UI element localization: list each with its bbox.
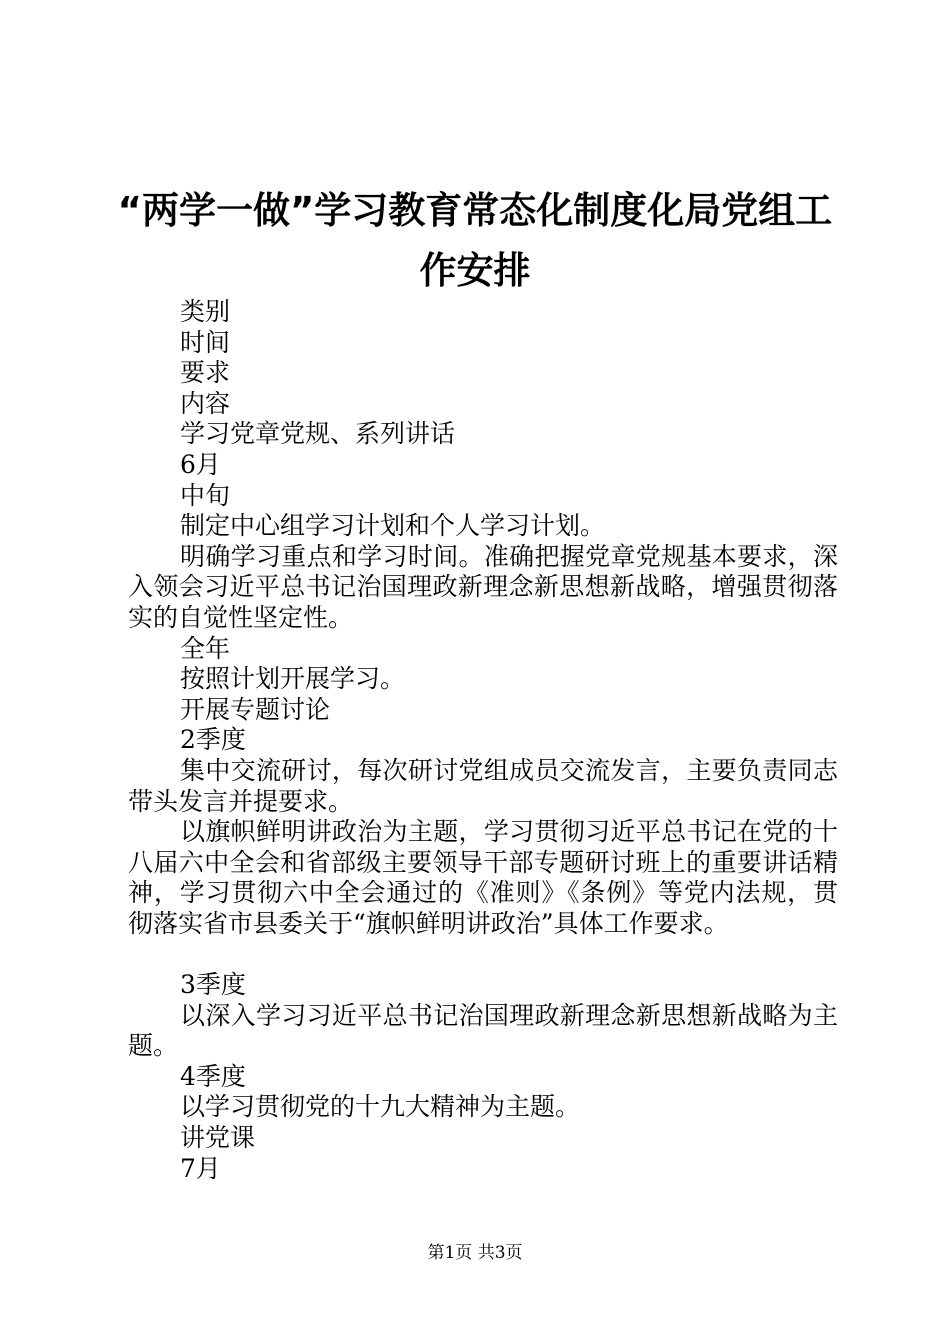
paragraph: 学习党章党规、系列讲话 (180, 419, 456, 449)
paragraph: 集中交流研讨，每次研讨党组成员交流发言，主要负责同志带头发言并提要求。 (128, 755, 838, 816)
paragraph: 全年 (180, 633, 231, 663)
document-body (128, 297, 838, 1184)
paragraph: 以旗帜鲜明讲政治为主题，学习贯彻习近平总书记在党的十八届六中全会和省部级主要领导干部专题研讨班上的重要讲话精神，学习贯彻六中全会通过的《准则》《条例》等党内法规，贯彻落实省市县委关于“旗帜鲜明讲政治”具体工作要求。 (128, 817, 838, 938)
paragraph: 明确学习重点和学习时间。准确把握党章党规基本要求，深入领会习近平总书记治国理政新理念新思想新战略，增强贯彻落实的自觉性坚定性。 (128, 541, 838, 632)
page-number-footer: 第1页 共3页 (427, 1243, 523, 1263)
paragraph: 类别 (180, 297, 231, 326)
paragraph: 要求 (180, 358, 231, 388)
paragraph: 讲党课 (180, 1123, 256, 1153)
paragraph: 开展专题讨论 (180, 694, 331, 724)
paragraph: 7月 (180, 1153, 221, 1183)
paragraph: 以学习贯彻党的十九大精神为主题。 (180, 1092, 581, 1122)
paragraph: 按照计划开展学习。 (180, 664, 406, 694)
paragraph: 以深入学习习近平总书记治国理政新理念新思想新战略为主题。 (128, 1000, 838, 1061)
paragraph: 2季度 (180, 725, 246, 755)
document-title-line-1: “两学一做”学习教育常态化制度化局党组工 (117, 189, 833, 232)
paragraph: 中旬 (180, 480, 231, 510)
paragraph: 4季度 (180, 1061, 246, 1091)
paragraph: 时间 (180, 327, 231, 357)
document-title-line-2: 作安排 (419, 249, 531, 292)
paragraph: 内容 (180, 388, 231, 418)
paragraph: 制定中心组学习计划和个人学习计划。 (180, 511, 606, 541)
paragraph: 6月 (180, 449, 221, 479)
paragraph: 3季度 (180, 970, 246, 1000)
